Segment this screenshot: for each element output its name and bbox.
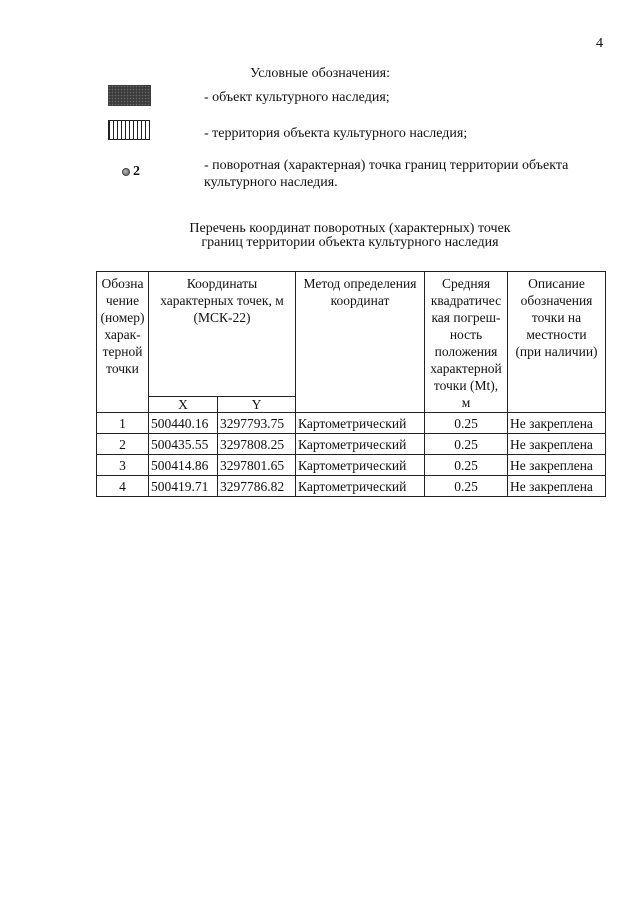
cell-num: 3 [97,455,149,476]
header-description: Описание обозначения точки на местности (при наличии) [508,272,606,413]
table-row [97,476,606,497]
coordinates-table [96,271,606,497]
section-title-line-1: Перечень координат поворотных (характерных) точек [189,221,511,236]
cell-x: 500435.55 [149,434,218,455]
cell-num: 1 [97,413,149,434]
turning-point-marker [122,164,140,180]
table-row [97,434,606,455]
cell-y: 3297808.25 [218,434,296,455]
cell-x: 500414.86 [149,455,218,476]
cell-description: Не закреплена [508,476,606,497]
cell-y: 3297786.82 [218,476,296,497]
cell-method: Картометрический [296,455,425,476]
legend-item-point: - поворотная (характерная) точка границ территории объекта культурного наследия. [204,158,569,190]
cell-y: 3297793.75 [218,413,296,434]
header-coordinates: Координаты характерных точек, м (МСК-22) [149,272,296,397]
cell-num: 2 [97,434,149,455]
header-designation: Обозна чение (номер) харак- терной точки [97,272,149,413]
cell-method: Картометрический [296,434,425,455]
page-number: 4 [596,36,603,51]
cell-method: Картометрический [296,413,425,434]
cell-x: 500419.71 [149,476,218,497]
cell-x: 500440.16 [149,413,218,434]
turning-point-marker-label: 2 [133,164,140,179]
header-method: Метод определения координат [296,272,425,413]
heritage-territory-hatch-icon [108,120,150,140]
section-title [0,222,640,250]
table-row [97,413,606,434]
section-title-line-2: границ территории объекта культурного наследия [201,235,499,250]
header-y: Y [218,397,296,413]
cell-error: 0.25 [425,455,508,476]
legend-item-territory: - территория объекта культурного наследия; [204,126,468,141]
cell-description: Не закреплена [508,413,606,434]
turning-point-marker-icon [122,168,130,176]
header-x: X [149,397,218,413]
cell-num: 4 [97,476,149,497]
legend-title: Условные обозначения: [249,66,391,81]
legend-item-object: - объект культурного наследия; [204,90,390,105]
cell-error: 0.25 [425,434,508,455]
heritage-object-fill-icon [108,85,151,106]
cell-y: 3297801.65 [218,455,296,476]
table-row [97,455,606,476]
cell-description: Не закреплена [508,434,606,455]
cell-method: Картометрический [296,476,425,497]
cell-error: 0.25 [425,476,508,497]
cell-description: Не закреплена [508,455,606,476]
cell-error: 0.25 [425,413,508,434]
header-error: Средняя квадратичес кая погреш- ность положения характерной точки (Mt), м [425,272,508,413]
